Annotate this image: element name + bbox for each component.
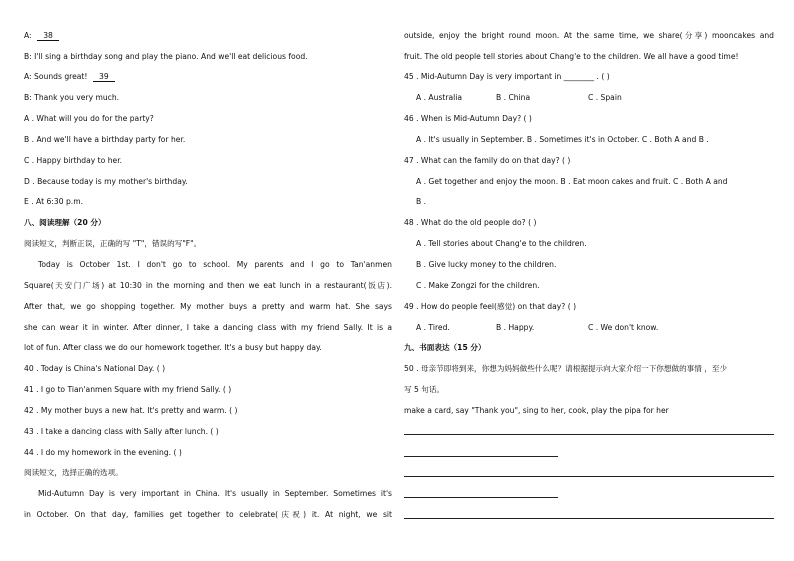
writing-line[interactable] bbox=[404, 456, 558, 457]
instruction-choose: 阅读短文，选择正确的选项。 bbox=[24, 468, 123, 477]
passage2-line: Mid-Autumn Day is very important in China. It's usually in September. Sometimes it's bbox=[38, 489, 392, 498]
writing-line[interactable] bbox=[404, 434, 774, 435]
writing-line[interactable] bbox=[404, 476, 774, 477]
option-a[interactable]: A . Tell stories about Chang'e to the children. bbox=[416, 239, 587, 248]
question-40[interactable]: 40 . Today is China's National Day. ( ) bbox=[24, 364, 166, 373]
passage1-line: Today is October 1st. I don't go to school. My parents and I go to Tan'anmen bbox=[38, 260, 392, 269]
question-50-prompt: 50 . 母亲节即将到来，你想为妈妈做些什么呢？请根据提示向大家介绍一下你想做的事情 ，至少 bbox=[404, 364, 728, 373]
option-c[interactable]: C . We don't know. bbox=[588, 323, 659, 332]
passage2-line: fruit. The old people tell stories about Chang'e to the children. We all have a good time! bbox=[404, 52, 739, 61]
passage2-line: in October. On that day, families get together to celebrate(庆祝) it. At night, we sit bbox=[24, 510, 392, 519]
question-48[interactable]: 48 . What do the old people do? ( ) bbox=[404, 218, 537, 227]
option-b[interactable]: B . China bbox=[496, 93, 531, 102]
question-50-prompt-cont: 写 5 句话。 bbox=[404, 385, 445, 394]
speaker-a-text: A: Sounds great! bbox=[24, 72, 88, 81]
section-9-title: 九、书面表达（15 分） bbox=[404, 343, 486, 352]
speaker-a: A: bbox=[24, 31, 32, 40]
option-a[interactable]: A . Tired. bbox=[416, 323, 450, 332]
question-45[interactable]: 45 . Mid-Autumn Day is very important in ________ . ( ) bbox=[404, 72, 610, 81]
dialogue-line-b2: B: Thank you very much. bbox=[24, 93, 120, 102]
question-43[interactable]: 43 . I take a dancing class with Sally after lunch. ( ) bbox=[24, 427, 219, 436]
instruction-true-false: 阅读短文，判断正误，正确的写 "T"，错误的写"F"。 bbox=[24, 239, 202, 248]
option-b[interactable]: B . Happy. bbox=[496, 323, 535, 332]
writing-line[interactable] bbox=[404, 518, 774, 519]
passage1-line: After that, we go shopping together. My mother buys a pretty and warm hat. She says bbox=[24, 302, 392, 311]
option-b[interactable]: B . Give lucky money to the children. bbox=[416, 260, 557, 269]
question-49-options bbox=[416, 323, 658, 333]
question-47-options-cont: B . bbox=[416, 197, 427, 206]
dialogue-option-e: E . At 6:30 p.m. bbox=[24, 197, 84, 206]
blank-38[interactable]: 38 bbox=[37, 31, 59, 41]
section-8-title: 八、阅读理解（20 分） bbox=[24, 218, 106, 227]
blank-39[interactable]: 39 bbox=[93, 72, 115, 82]
question-42[interactable]: 42 . My mother buys a new hat. It's pretty and warm. ( ) bbox=[24, 406, 238, 415]
question-46-options[interactable]: A . It's usually in September. B . Sometimes it's in October. C . Both A and B . bbox=[416, 135, 709, 144]
option-a[interactable]: A . Australia bbox=[416, 93, 463, 102]
writing-hints: make a card, say "Thank you", sing to her, cook, play the pipa for her bbox=[404, 406, 669, 415]
dialogue-line-a39 bbox=[24, 72, 115, 82]
question-44[interactable]: 44 . I do my homework in the evening. ( ) bbox=[24, 448, 182, 457]
question-41[interactable]: 41 . I go to Tian'anmen Square with my friend Sally. ( ) bbox=[24, 385, 232, 394]
question-49[interactable]: 49 . How do people feel(感觉) on that day? ( ) bbox=[404, 302, 577, 311]
dialogue-line-b1: B: I'll sing a birthday song and play the piano. And we'll eat delicious food. bbox=[24, 52, 308, 61]
passage1-line: Square(天安门广场) at 10:30 in the morning and then we eat lunch in a restaurant(饭店). bbox=[24, 281, 392, 290]
dialogue-option-a: A . What will you do for the party? bbox=[24, 114, 154, 123]
writing-line[interactable] bbox=[404, 497, 558, 498]
option-c[interactable]: C . Spain bbox=[588, 93, 622, 102]
dialogue-line-a38 bbox=[24, 31, 59, 41]
dialogue-option-c: C . Happy birthday to her. bbox=[24, 156, 123, 165]
question-45-options bbox=[416, 93, 622, 103]
option-c[interactable]: C . Make Zongzi for the children. bbox=[416, 281, 540, 290]
dialogue-option-d: D . Because today is my mother's birthday. bbox=[24, 177, 188, 186]
passage2-line: outside, enjoy the bright round moon. At the same time, we share(分享) mooncakes and bbox=[404, 31, 774, 40]
passage1-line: she can wear it in winter. After dinner, I take a dancing class with my friend Sally. It is a bbox=[24, 323, 392, 332]
passage1-line: lot of fun. After class we do our homework together. It's a busy but happy day. bbox=[24, 343, 322, 352]
question-47-options[interactable]: A . Get together and enjoy the moon. B . Eat moon cakes and fruit. C . Both A and bbox=[416, 177, 728, 186]
dialogue-option-b: B . And we'll have a birthday party for her. bbox=[24, 135, 186, 144]
question-47[interactable]: 47 . What can the family do on that day? ( ) bbox=[404, 156, 571, 165]
question-46[interactable]: 46 . When is Mid-Autumn Day? ( ) bbox=[404, 114, 532, 123]
